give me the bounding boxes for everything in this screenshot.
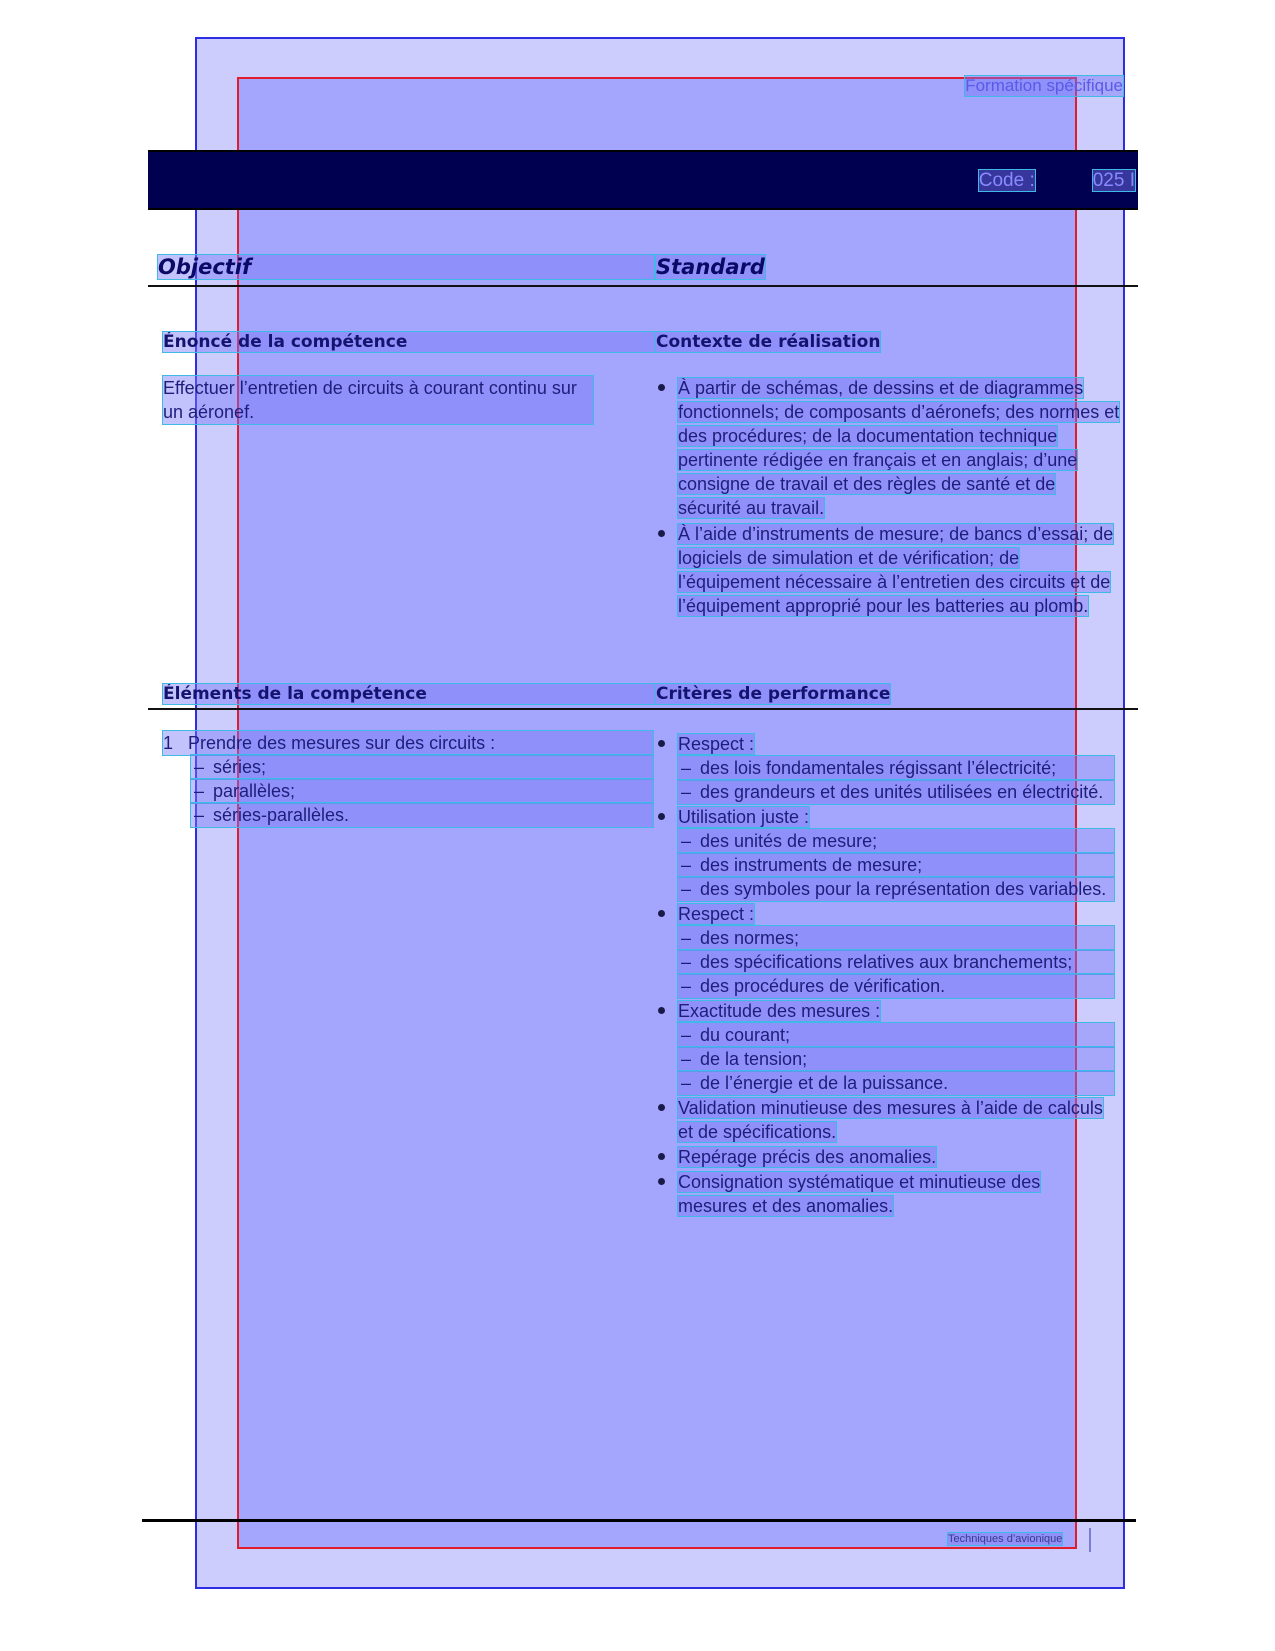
context-item: À l’aide d’instruments de mesure; de bancs d’essai; de logiciels de simulation et de vérification; de l’équipement nécessaire à l’entretien des circuits et de l’équipement approprié pour les batteries au plomb.	[656, 522, 1122, 618]
criteria-list	[656, 732, 1114, 1218]
criteria-subitem: – des procédures de vérification.	[678, 974, 1114, 998]
context-list	[656, 376, 1122, 618]
criteria-item: Consignation systématique et minutieuse des mesures et des anomalies.	[656, 1170, 1114, 1218]
elements-rule	[148, 708, 1138, 710]
element-1	[163, 731, 653, 827]
criteria-item: Validation minutieuse des mesures à l’aide de calculs et de spécifications.	[656, 1096, 1114, 1144]
element-number: 1	[163, 733, 174, 753]
section-rule	[148, 285, 1138, 287]
criteria-subitem: – des spécifications relatives aux branchements;	[678, 950, 1114, 974]
header-program-label: Formation spécifique	[965, 76, 1123, 95]
footer-program-name: Techniques d’avionique	[948, 1533, 1063, 1545]
criteria-subitem: – de la tension;	[678, 1047, 1114, 1071]
element-sublist	[191, 755, 653, 827]
element-item	[163, 731, 653, 755]
context-title: Contexte de réalisation	[656, 332, 881, 352]
element-subitem: – séries;	[191, 755, 653, 779]
criteria-item: Utilisation juste : – des unités de mesure; – des instruments de mesure; – des symboles pour la représentation des variables.	[656, 805, 1114, 901]
criteria-item: Repérage précis des anomalies.	[656, 1145, 1114, 1169]
code-label: Code :	[978, 170, 1035, 191]
footer-separator	[1089, 1528, 1091, 1552]
criteria-subitem: – des symboles pour la représentation des variables.	[678, 877, 1114, 901]
criteria-item: Exactitude des mesures : – du courant; – de la tension; – de l’énergie et de la puissance.	[656, 999, 1114, 1095]
criteria-subitem: – des lois fondamentales régissant l’électricité;	[678, 756, 1114, 780]
standard-heading: Standard	[656, 255, 765, 279]
objective-heading: Objectif	[158, 255, 654, 279]
code-value: 025 I	[1092, 170, 1135, 191]
criteria-subitem: – des unités de mesure;	[678, 829, 1114, 853]
competence-title: Énoncé de la compétence	[163, 332, 655, 352]
criteria-subitem: – du courant;	[678, 1023, 1114, 1047]
criteria-subitem: – des normes;	[678, 926, 1114, 950]
element-text: Prendre des mesures sur des circuits :	[188, 733, 496, 753]
element-subitem: – parallèles;	[191, 779, 653, 803]
elements-title: Éléments de la compétence	[163, 684, 655, 704]
context-item: À partir de schémas, de dessins et de diagrammes fonctionnels; de composants d’aéronefs; des normes et des procédures; de la documentation technique pertinente rédigée en français et en anglais; d’une consigne de travail et des règles de santé et de sécurité au travail.	[656, 376, 1122, 520]
code-field	[979, 170, 1135, 192]
criteria-subitem: – de l’énergie et de la puissance.	[678, 1071, 1114, 1095]
element-subitem: – séries-parallèles.	[191, 803, 653, 827]
criteria-subitem: – des instruments de mesure;	[678, 853, 1114, 877]
criteria-item: Respect : – des normes; – des spécifications relatives aux branchements; – des procédures de vérification.	[656, 902, 1114, 998]
criteria-subitem: – des grandeurs et des unités utilisées en électricité.	[678, 780, 1114, 804]
footer-rule	[142, 1519, 1136, 1522]
criteria-item: Respect : – des lois fondamentales régissant l’électricité; – des grandeurs et des unités utilisées en électricité.	[656, 732, 1114, 804]
competence-statement: Effectuer l’entretien de circuits à courant continu sur un aéronef.	[163, 376, 593, 424]
criteria-title: Critères de performance	[656, 684, 891, 704]
